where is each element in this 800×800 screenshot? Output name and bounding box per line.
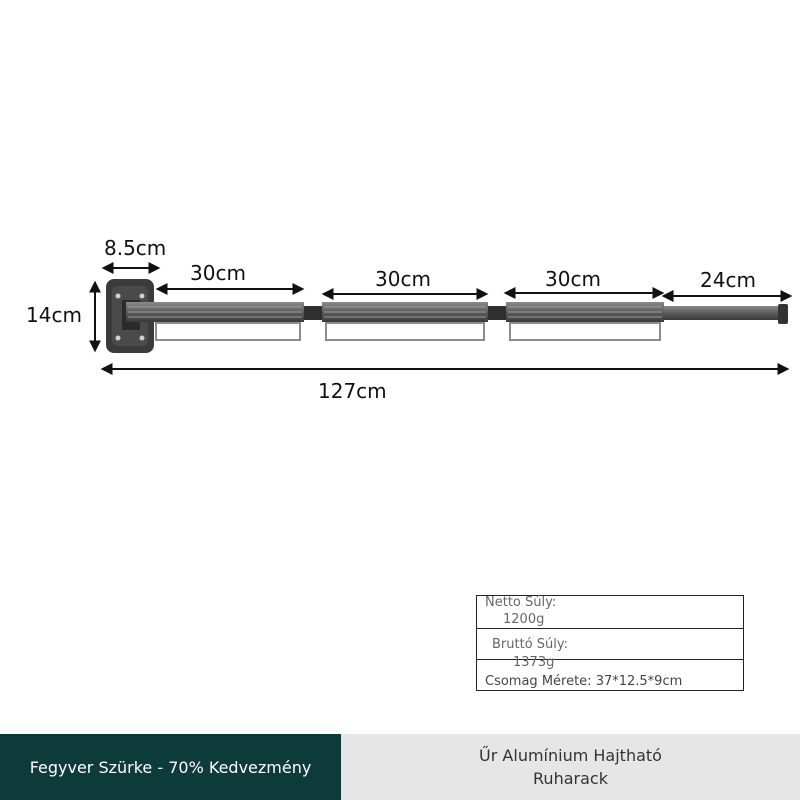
spec-row-net-weight [477, 596, 743, 629]
label-total-length: 127cm [318, 379, 387, 403]
spec-row-package-size [477, 660, 743, 690]
gross-weight-label: Bruttó Súly: [492, 637, 569, 652]
net-weight-value: 1200g [503, 612, 545, 627]
product-title: Űr Alumínium Hajtható Ruharack [479, 746, 662, 788]
label-bracket-height: 14cm [26, 303, 82, 327]
label-segment-1: 30cm [190, 261, 246, 285]
spec-table [476, 595, 744, 691]
extension-tube [664, 304, 788, 324]
hinge-joint-2 [488, 306, 506, 320]
spec-row-gross-weight [477, 629, 743, 670]
net-weight-label: Netto Súly: [485, 595, 557, 610]
rack-segment-3 [506, 302, 664, 340]
label-bracket-width: 8.5cm [104, 236, 167, 260]
footer-bar [0, 734, 800, 800]
label-extension: 24cm [700, 268, 756, 292]
label-segment-2: 30cm [375, 267, 431, 291]
label-segment-3: 30cm [545, 267, 601, 291]
product-title-panel [341, 734, 800, 800]
variant-label: Fegyver Szürke - 70% Kedvezmény [29, 757, 312, 777]
rack-segment-2 [322, 302, 488, 340]
variant-option[interactable] [0, 734, 341, 800]
hinge-joint-1 [304, 306, 322, 320]
gross-weight-value: 1373g [513, 655, 555, 670]
package-size: Csomag Mérete: 37*12.5*9cm [485, 674, 683, 689]
